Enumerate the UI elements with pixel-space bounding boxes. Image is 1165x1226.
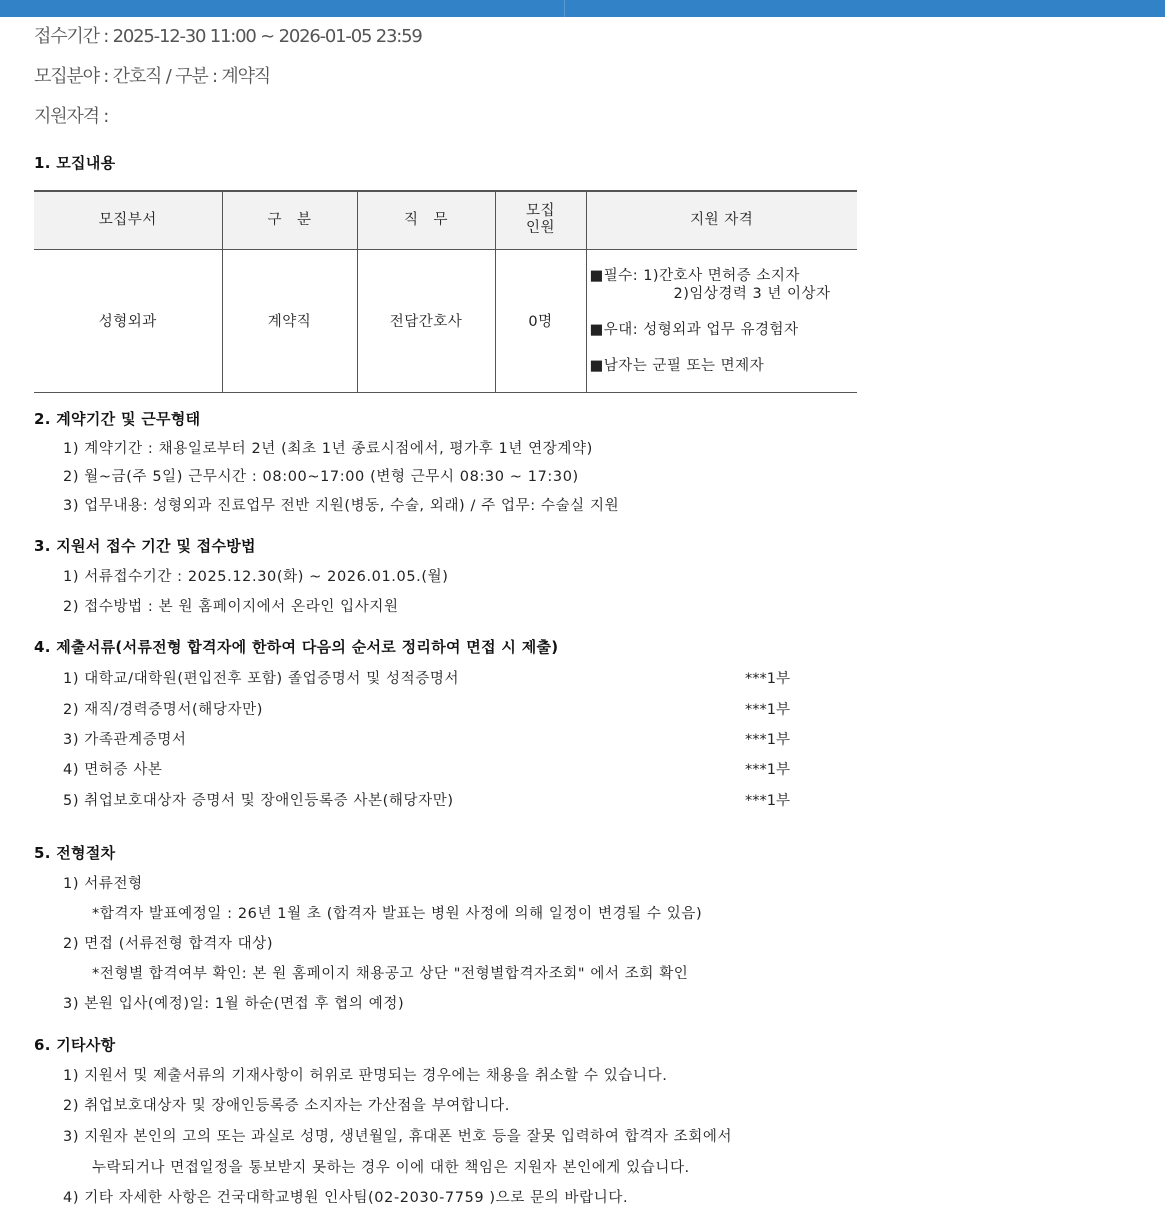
- qualification-military: ■남자는 군필 또는 면제자: [589, 357, 765, 374]
- list-item-note: *전형별 합격여부 확인: 본 원 홈페이지 채용공고 상단 "전형별합격자조회" 에서 조회 확인: [92, 966, 689, 982]
- list-item: 2) 월~금(주 5일) 근무시간 : 08:00~17:00 (변형 근무시 08:30 ~ 17:30): [63, 469, 579, 485]
- list-item: 2) 면접 (서류전형 합격자 대상): [63, 936, 274, 952]
- top-banner-bar: [0, 0, 1165, 17]
- header-department: 모집부서: [34, 191, 222, 249]
- document-item: 1) 대학교/대학원(편입전후 포함) 졸업증명서 및 성적증명서: [63, 671, 460, 687]
- header-headcount: [495, 191, 586, 249]
- table-row: [34, 249, 857, 392]
- cell-qualification: [586, 249, 857, 392]
- document-qty: ***1부: [745, 762, 790, 778]
- header-job: 직 무: [357, 191, 495, 249]
- header-headcount-label: 모집 인원: [525, 203, 555, 237]
- table-header-row: [34, 191, 857, 249]
- list-item-note: *합격자 발표예정일 : 26년 1월 초 (합격자 발표는 병원 사정에 의해 일정이 변경될 수 있음): [92, 906, 703, 922]
- section-1-title: 1. 모집내용: [34, 154, 116, 172]
- qualification-label: 지원자격 :: [34, 106, 109, 127]
- list-item: 1) 서류전형: [63, 876, 143, 892]
- list-item: 3) 지원자 본인의 고의 또는 과실로 성명, 생년월일, 휴대폰 번호 등을 잘못 입력하여 합격자 조회에서: [63, 1129, 733, 1145]
- list-item: 1) 서류접수기간 : 2025.12.30(화) ~ 2026.01.05.(월): [63, 569, 449, 585]
- cell-department: 성형외과: [34, 249, 222, 392]
- recruitment-field: 모집분야 : 간호직 / 구분 : 계약직: [34, 66, 270, 87]
- header-qualification: 지원 자격: [586, 191, 857, 249]
- qualification-experience: 2)임상경력 3 년 이상자: [673, 285, 831, 302]
- document-item: 4) 면허증 사본: [63, 762, 163, 778]
- document-item: 3) 가족관계증명서: [63, 732, 187, 748]
- document-item: 5) 취업보호대상자 증명서 및 장애인등록증 사본(해당자만): [63, 793, 454, 809]
- qualification-required: ■필수: 1)간호사 면허증 소지자: [589, 267, 800, 284]
- document-qty: ***1부: [745, 671, 790, 687]
- cell-job: 전담간호사: [357, 249, 495, 392]
- section-2-title: 2. 계약기간 및 근무형태: [34, 410, 201, 428]
- section-4-title: 4. 제출서류(서류전형 합격자에 한하여 다음의 순서로 정리하여 면접 시 제출): [34, 638, 559, 656]
- document-qty: ***1부: [745, 793, 790, 809]
- top-bar-divider: [564, 0, 565, 17]
- header-category: 구 분: [222, 191, 357, 249]
- section-3-title: 3. 지원서 접수 기간 및 접수방법: [34, 537, 256, 555]
- qualification-preferred: ■우대: 성형외과 업무 유경험자: [589, 321, 799, 338]
- application-period: 접수기간 : 2025-12-30 11:00 ~ 2026-01-05 23:59: [34, 26, 422, 47]
- cell-category: 계약직: [222, 249, 357, 392]
- cell-headcount: 0명: [495, 249, 586, 392]
- list-item: 3) 업무내용: 성형외과 진료업무 전반 지원(병동, 수술, 외래) / 주 업무: 수술실 지원: [63, 498, 620, 514]
- document-qty: ***1부: [745, 732, 790, 748]
- list-item-continuation: 누락되거나 면접일정을 통보받지 못하는 경우 이에 대한 책임은 지원자 본인에게 있습니다.: [92, 1160, 690, 1176]
- list-item: 4) 기타 자세한 사항은 건국대학교병원 인사팀(02-2030-7759 )으로 문의 바랍니다.: [63, 1190, 629, 1206]
- recruitment-table: [34, 190, 857, 393]
- list-item: 1) 계약기간 : 채용일로부터 2년 (최초 1년 종료시점에서, 평가후 1년 연장계약): [63, 441, 593, 457]
- list-item: 2) 접수방법 : 본 원 홈페이지에서 온라인 입사지원: [63, 599, 399, 615]
- list-item: 1) 지원서 및 제출서류의 기재사항이 허위로 판명되는 경우에는 채용을 취소할 수 있습니다.: [63, 1068, 668, 1084]
- list-item: 3) 본원 입사(예정)일: 1월 하순(면접 후 협의 예정): [63, 996, 405, 1012]
- section-6-title: 6. 기타사항: [34, 1036, 116, 1054]
- list-item: 2) 취업보호대상자 및 장애인등록증 소지자는 가산점을 부여합니다.: [63, 1098, 510, 1114]
- document-item: 2) 재직/경력증명서(해당자만): [63, 702, 263, 718]
- document-qty: ***1부: [745, 702, 790, 718]
- section-5-title: 5. 전형절차: [34, 844, 116, 862]
